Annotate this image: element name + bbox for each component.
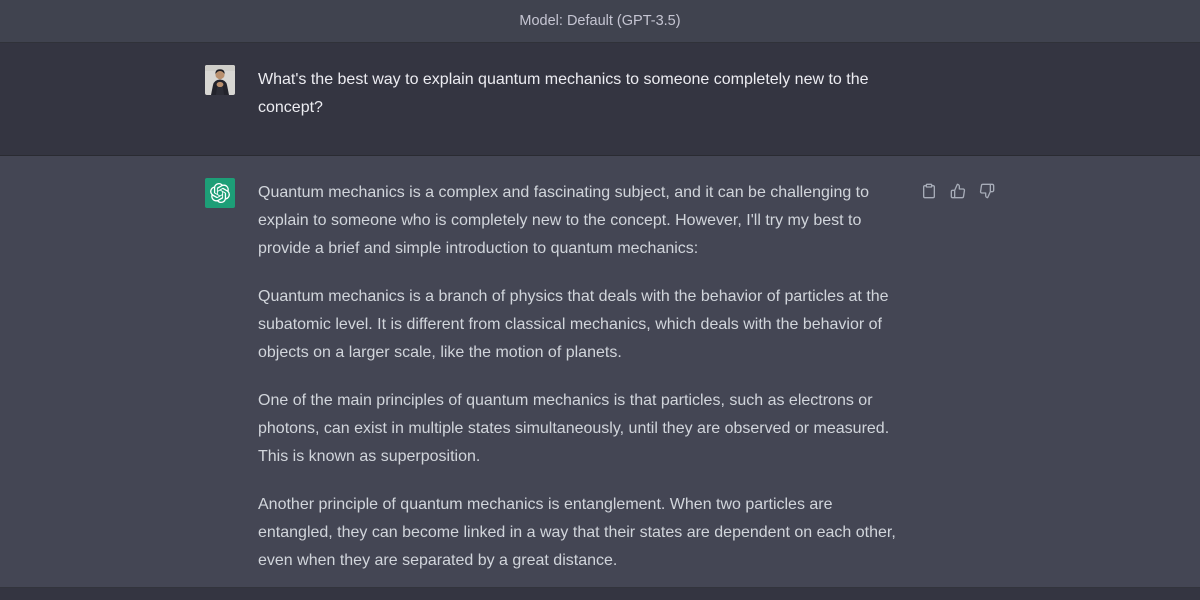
copy-button[interactable] [920,182,937,199]
assistant-message-text [258,178,903,575]
thumbs-up-button[interactable] [949,182,966,199]
copy-icon [921,183,937,199]
user-avatar [205,65,235,95]
thumbs-down-icon [979,183,995,199]
assistant-message-row [0,156,1200,588]
openai-logo-icon [210,183,230,203]
chatgpt-avatar [205,178,235,208]
assistant-paragraph: One of the main principles of quantum mechanics is that particles, such as electrons or photons, can exist in multiple states simultaneously, until they are observed or measured. This is known as superposition. [258,392,890,465]
message-actions [920,178,995,199]
thumbs-down-button[interactable] [978,182,995,199]
user-message-row [0,43,1200,156]
assistant-paragraph: Another principle of quantum mechanics is entanglement. When two particles are entangled, they can become linked in a way that their states are dependent on each other, even when they are separated by a great distance. [258,496,896,569]
user-avatar-image [205,65,235,95]
model-label: Model: Default (GPT-3.5) [519,13,681,29]
assistant-paragraph: Quantum mechanics is a complex and fascinating subject, and it can be challenging to explain to someone who is completely new to the concept. However, I'll try my best to provide a brief and simple introduction to quantum mechanics: [258,184,870,257]
next-row-peek [0,588,1200,600]
user-message-text: What's the best way to explain quantum mechanics to someone completely new to the concept? [258,71,869,116]
assistant-paragraph: Quantum mechanics is a branch of physics that deals with the behavior of particles at the subatomic level. It is different from classical mechanics, which deals with the behavior of objects on a larger scale, like the motion of planets. [258,288,889,361]
model-header [0,0,1200,43]
thumbs-up-icon [950,183,966,199]
